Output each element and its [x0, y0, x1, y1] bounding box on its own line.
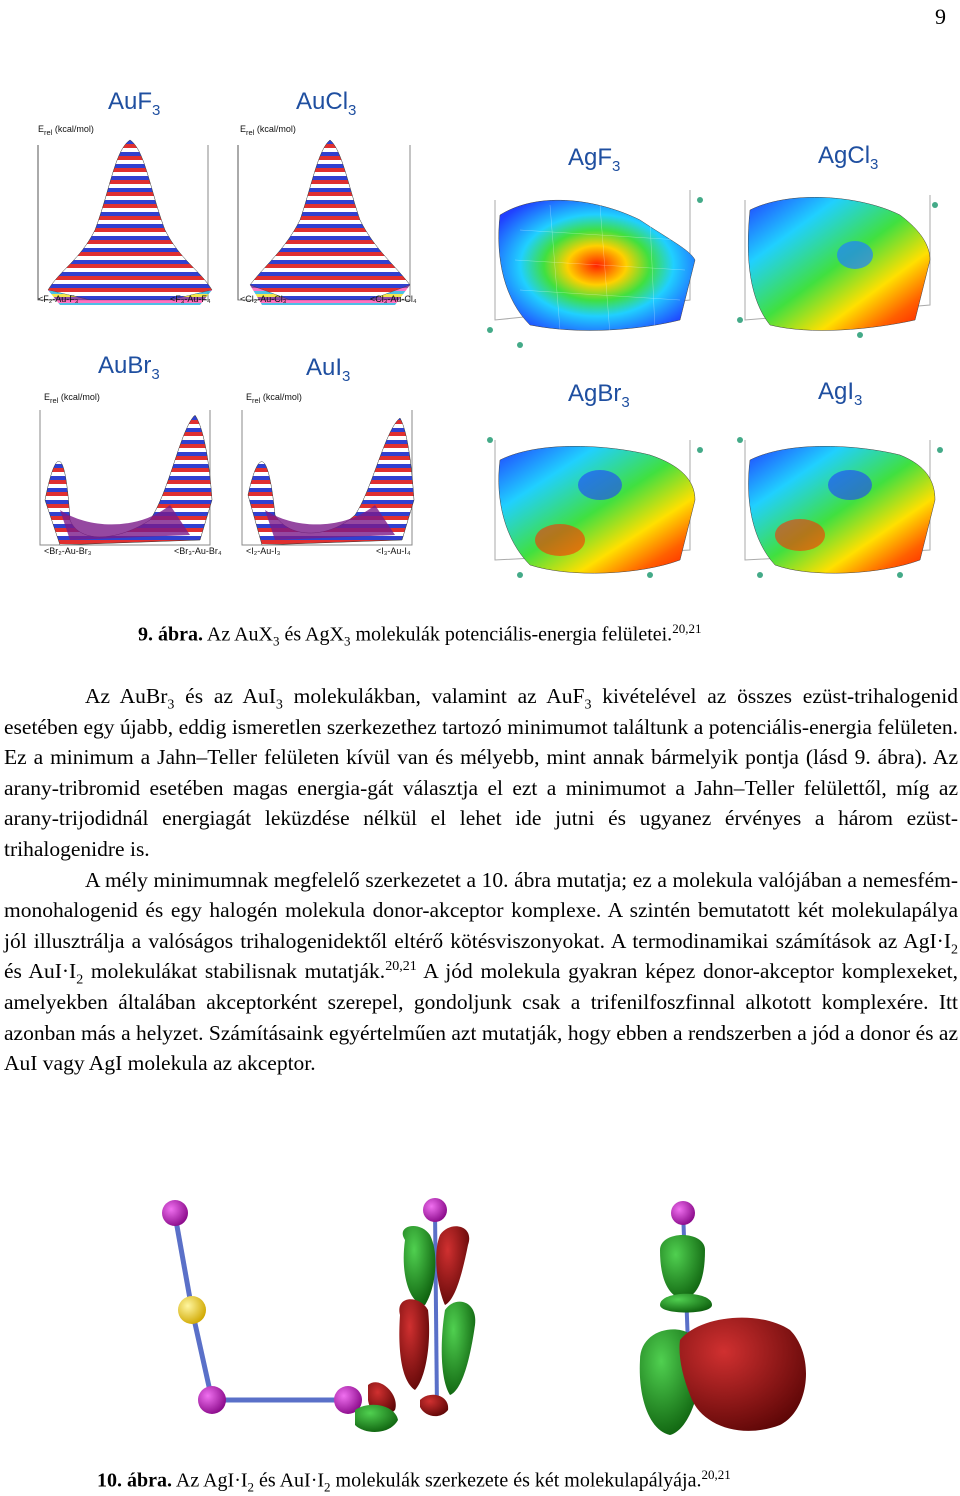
panel-title-agbr3: AgBr$_3$ — [568, 380, 630, 411]
axis-label-aubr3-right: <Br₃-Au-Br₄ — [174, 546, 222, 556]
axis-label-aucl3-right: <Cl₃-Au-Cl₄ — [370, 294, 417, 304]
aui3-surface — [242, 410, 414, 545]
erel-label-aubr3: $E_{rel}$ (kcal/mol) — [44, 392, 100, 405]
orbital-2 — [640, 1201, 806, 1435]
panel-title-auf3: AuF$_3$ — [108, 88, 161, 119]
axis-label-auf3-left: <F₂-Au-F₃ — [38, 294, 79, 304]
axis-label-auf3-right: <F₃-Au-F₄ — [170, 294, 211, 304]
axis-label-aucl3-left: <Cl₂-Au-Cl₃ — [240, 294, 287, 304]
figure-10-graphics — [0, 1195, 960, 1455]
panel-title-aubr3: AuBr$_3$ — [98, 352, 160, 383]
erel-label-aui3: $E_{rel}$ (kcal/mol) — [246, 392, 302, 405]
erel-label-auf3: $E_{rel}$ (kcal/mol) — [38, 124, 94, 137]
panel-title-agcl3: AgCl$_3$ — [818, 142, 879, 173]
page-number: 9 — [935, 4, 946, 29]
agi3-surface — [737, 437, 943, 578]
aucl3-surface — [238, 140, 410, 305]
panel-title-agi3: AgI$_3$ — [818, 378, 863, 409]
panel-title-agf3: AgF$_3$ — [568, 144, 621, 175]
orbital-1 — [355, 1198, 475, 1432]
paragraph-1: Az AuBr$_3$ és az AuI$_3$ molekulákban, valamint az AuF$_3$ kivételével az összes ezüst-trihalogenid esetében egy újabb, eddig ismeretlen szerkezethez tartozó minimumot találtunk a potenciális-energia felületen. Ez a minimum a Jahn–Teller felületen kívül van és mélyebb, mint annak bármelyik pontja (lásd 9. ábra). Az arany-tribromid esetében magas energia-gát választja el ezt a minimumot a Jahn–Teller felülettől, míg az arany-trijodidnál energiagát leküzdése nélkül el lehet ide jutni és ugyanez érvényes a három ezüst-trihalogenidre is. — [4, 684, 959, 861]
erel-label-aucl3: $E_{rel}$ (kcal/mol) — [240, 124, 296, 137]
agbr3-surface — [487, 437, 703, 578]
paragraph-2: A mély minimumnak megfelelő szerkezetet a 10. ábra mutatja; ez a molekula valójában a nemesfém-monohalogenid és egy halogén molekula donor-akceptor komplexe. A szintén bemutatott két molekulapálya jól illusztrálja a valóságos trihalogenidektől eltérő kötésviszonyokat. A termodinamikai számítások az $AgI\cdot I_2$ és $AuI\cdot I_2$ molekulákat stabilisnak mutatják.$^{20,21}$ A jód molekula gyakran képez donor-akceptor komplexeket, amelyekben általában akceptorként szerepel, gondoljunk csak a trifenilfoszfinnal alkotott komplexére. Itt azonban más a helyzet. Számításaink egyértelműen azt mutatják, hogy ebben a rendszerben a jód a donor és az AuI vagy AgI molekula az akceptor. — [4, 867, 958, 1076]
agf3-surface — [487, 190, 703, 348]
axis-label-aui3-right: <I₃-Au-I₄ — [376, 546, 411, 556]
axis-label-aui3-left: <I₂-Au-I₃ — [246, 546, 281, 556]
panel-title-aucl3: AuCl$_3$ — [296, 88, 357, 119]
body-text — [4, 681, 958, 1079]
agcl3-surface — [737, 195, 938, 338]
auf3-surface — [38, 140, 212, 305]
figure-9-caption: 9. ábra. Az AuX$_3$ és AgX$_3$ molekulák potenciális-energia felületei.$^{20,21}$ — [138, 621, 702, 649]
axis-label-aubr3-left: <Br₂-Au-Br₃ — [44, 546, 92, 556]
panel-title-aui3: AuI$_3$ — [306, 354, 351, 385]
figure-10-caption: 10. ábra. Az $AgI\cdot I_2$ és $AuI\cdot I_2$ molekulák szerkezete és két molekulapályája.$^{20,21}$ — [97, 1467, 731, 1495]
agi-i2-structure — [162, 1200, 362, 1414]
aubr3-surface — [40, 410, 212, 545]
